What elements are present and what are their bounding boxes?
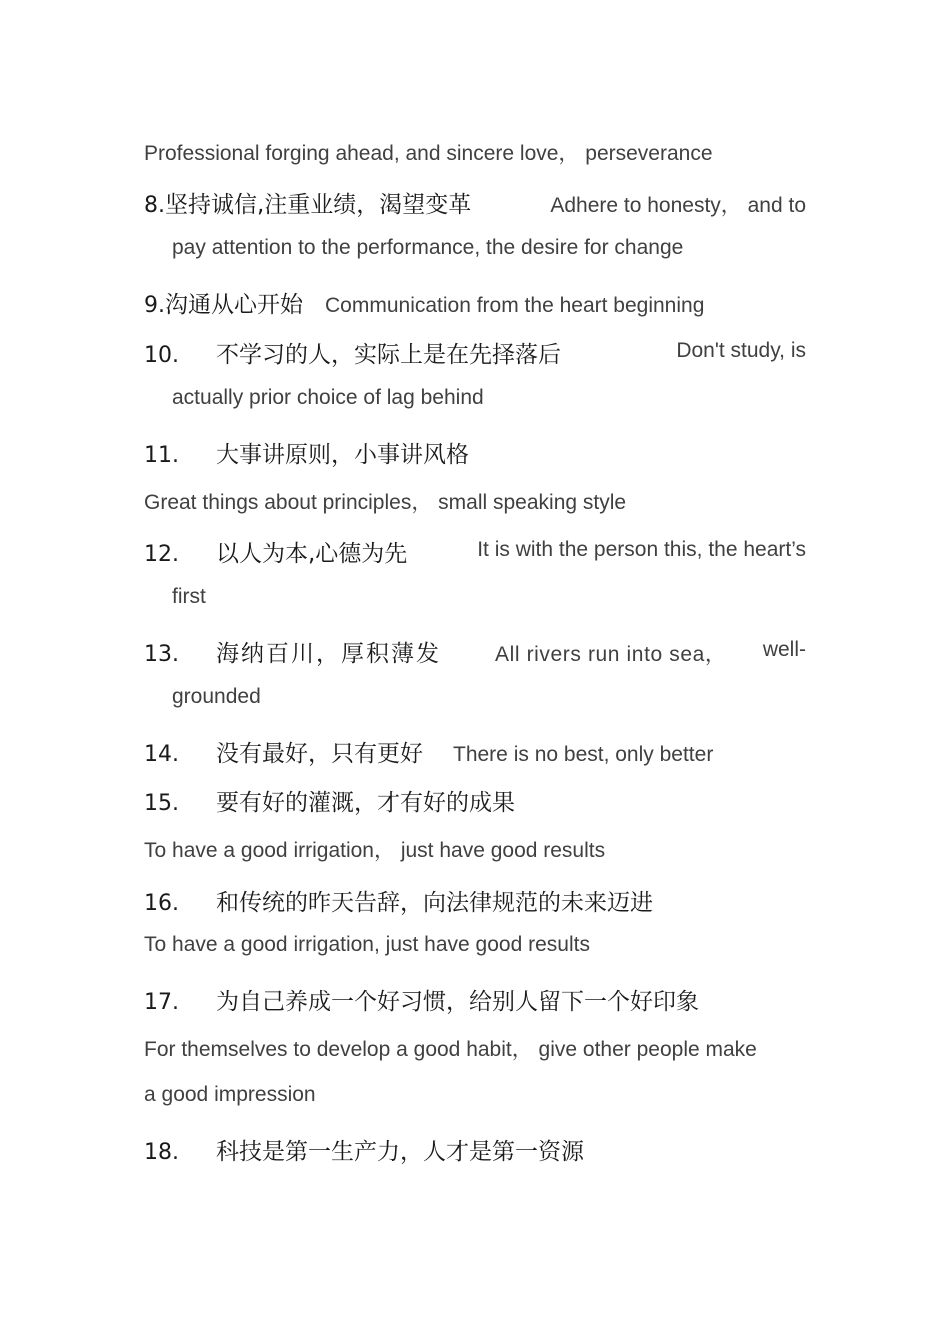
item-english-cont: grounded	[172, 685, 261, 708]
item-chinese: 沟通从心开始	[165, 292, 303, 318]
item-english: Don't study, is	[676, 339, 806, 362]
item-english-cont-2: a good impression	[144, 1083, 316, 1106]
item-chinese: 大事讲原则，小事讲风格	[216, 442, 469, 468]
list-item-15	[144, 784, 515, 817]
item-number: 17.	[144, 990, 179, 1015]
item-english: There is no best, only better	[453, 743, 714, 766]
item-chinese: 海纳百川，厚积薄发	[216, 641, 441, 667]
item-english: Adhere to honesty， and to	[550, 194, 806, 217]
item-english-end: well-	[762, 638, 806, 661]
item-number: 16.	[144, 891, 179, 916]
item-english-cont: first	[172, 585, 206, 608]
item-chinese: 坚持诚信,注重业绩，渴望变革	[165, 192, 472, 218]
item-number: 11.	[144, 443, 179, 468]
item-number: 13.	[144, 642, 179, 667]
item-english-cont: For themselves to develop a good habit， give other people make	[144, 1038, 757, 1061]
item-chinese: 以人为本,心德为先	[216, 541, 408, 567]
list-item-17	[144, 983, 699, 1016]
item-number: 12.	[144, 542, 179, 567]
list-item-10	[144, 336, 806, 369]
item-english-cont: To have a good irrigation， just have good results	[144, 839, 606, 862]
item-number: 18.	[144, 1140, 179, 1165]
item-chinese: 为自己养成一个好习惯，给别人留下一个好印象	[216, 989, 699, 1015]
item-english: It is with the person this, the heart’s	[477, 538, 806, 561]
continuation-line: Professional forging ahead, and sincere love， perseverance	[144, 142, 713, 165]
item-chinese: 科技是第一生产力，人才是第一资源	[216, 1139, 584, 1165]
list-item-13	[144, 635, 806, 668]
item-chinese: 没有最好，只有更好	[216, 741, 423, 767]
list-item-16	[144, 884, 653, 917]
item-number: 15.	[144, 791, 179, 816]
item-number: 8.	[144, 193, 165, 218]
item-english-cont: actually prior choice of lag behind	[172, 386, 484, 409]
item-chinese: 和传统的昨天告辞，向法律规范的未来迈进	[216, 890, 653, 916]
item-number: 14.	[144, 742, 179, 767]
list-item-9	[144, 286, 704, 319]
list-item-11	[144, 436, 469, 469]
list-item-12	[144, 535, 806, 568]
item-number: 9.	[144, 293, 165, 318]
item-english-cont: Great things about principles， small speaking style	[144, 491, 627, 514]
item-english-cont: To have a good irrigation, just have good results	[144, 933, 590, 956]
item-chinese: 要有好的灌溉，才有好的成果	[216, 790, 515, 816]
list-item-8	[144, 186, 806, 219]
item-english: Communication from the heart beginning	[325, 294, 705, 317]
item-english-cont: pay attention to the performance, the desire for change	[172, 236, 684, 259]
item-chinese: 不学习的人，实际上是在先择落后	[216, 342, 561, 368]
item-english: All rivers run into sea，	[495, 643, 727, 666]
list-item-14	[144, 735, 713, 768]
list-item-18	[144, 1133, 584, 1166]
item-number: 10.	[144, 343, 179, 368]
